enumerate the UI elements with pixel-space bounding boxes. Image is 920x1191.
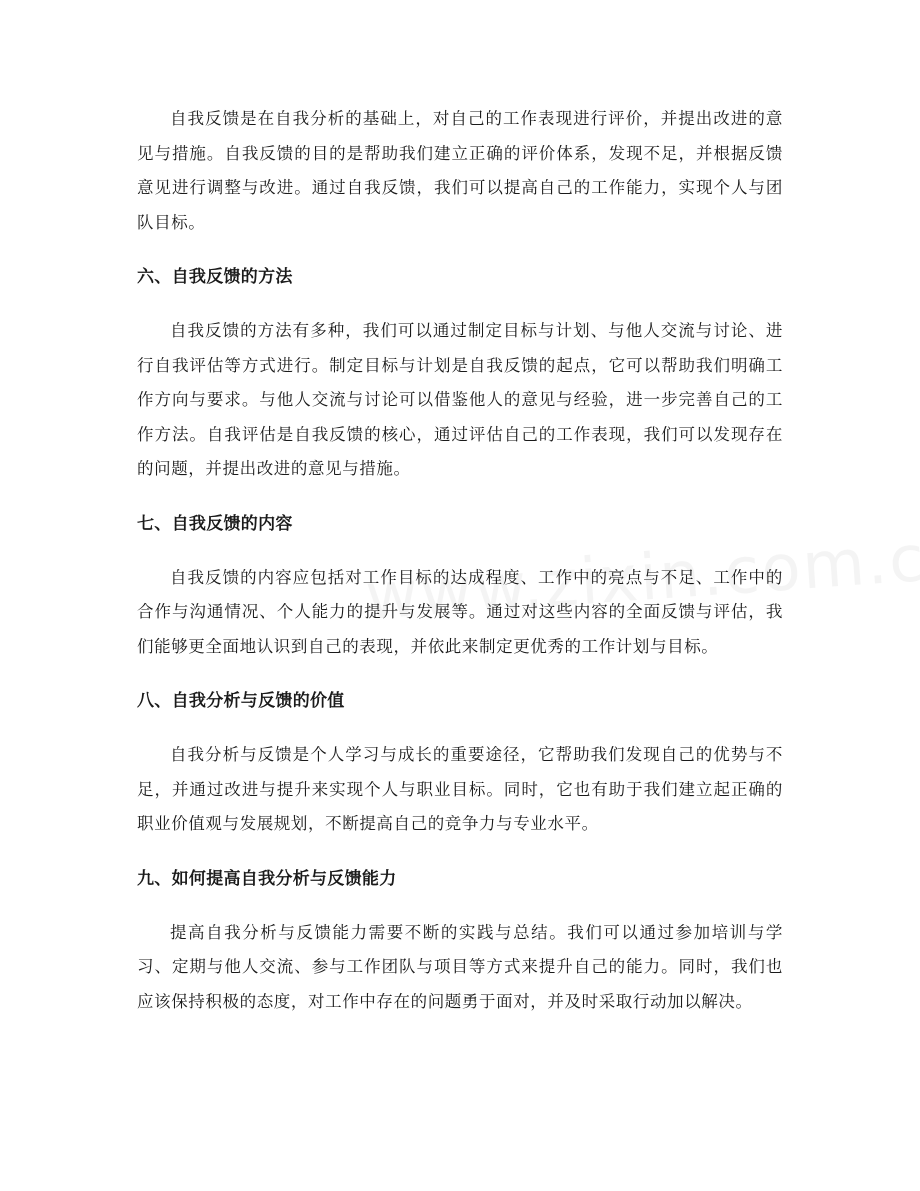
section-heading-6: 六、自我反馈的方法 xyxy=(137,267,293,287)
section-heading-8: 八、自我分析与反馈的价值 xyxy=(137,691,345,711)
document-page xyxy=(137,102,783,1019)
section-heading-7: 七、自我反馈的内容 xyxy=(137,513,293,534)
section-body-8: 自我分析与反馈是个人学习与成长的重要途径，它帮助我们发现自己的优势与不足，并通过改进与提升来实现个人与职业目标。同时，它也有助于我们建立起正确的职业价值观与发展规划，不断提高自己的竞争力与专业水平。 xyxy=(137,745,783,833)
section-body-9: 提高自我分析与反馈能力需要不断的实践与总结。我们可以通过参加培训与学习、定期与他人交流、参与工作团队与项目等方式来提升自己的能力。同时，我们也应该保持积极的态度，对工作中存在的问题勇于面对，并及时采取行动加以解决。 xyxy=(137,922,783,1011)
section-heading-9: 九、如何提高自我分析与反馈能力 xyxy=(137,868,397,889)
section-body-6: 自我反馈的方法有多种，我们可以通过制定目标与计划、与他人交流与讨论、进行自我评估等方式进行。制定目标与计划是自我反馈的起点，它可以帮助我们明确工作方向与要求。与他人交流与讨论可以借鉴他人的意见与经验，进一步完善自己的工作方法。自我评估是自我反馈的核心，通过评估自己的工作表现，我们可以发现存在的问题，并提出改进的意见与措施。 xyxy=(137,321,783,478)
paragraph-intro: 自我反馈是在自我分析的基础上，对自己的工作表现进行评价，并提出改进的意见与措施。自我反馈的目的是帮助我们建立正确的评价体系，发现不足，并根据反馈意见进行调整与改进。通过自我反馈，我们可以提高自己的工作能力，实现个人与团队目标。 xyxy=(137,109,783,232)
section-body-7: 自我反馈的内容应包括对工作目标的达成程度、工作中的亮点与不足、工作中的合作与沟通情况、个人能力的提升与发展等。通过对这些内容的全面反馈与评估，我们能够更全面地认识到自己的表现，并依此来制定更优秀的工作计划与目标。 xyxy=(137,567,783,656)
